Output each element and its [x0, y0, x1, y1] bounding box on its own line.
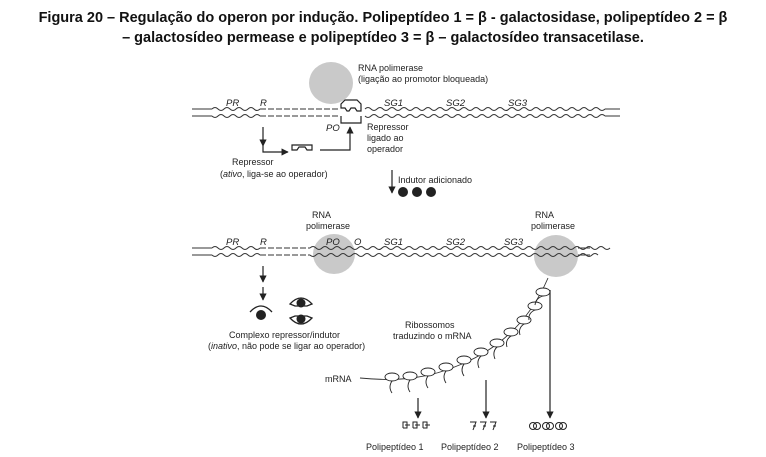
gene-sg2-label-bottom: SG2	[446, 237, 466, 248]
ribosomes-label: Ribossomos	[405, 320, 455, 330]
repressor-bound-label-2: ligado ao	[367, 133, 404, 143]
inducer-label: Indutor adicionado	[398, 175, 473, 185]
polypeptide-1-icon	[403, 422, 430, 428]
gene-sg3-label: SG3	[508, 98, 528, 109]
rna-polymerase-blocked	[309, 62, 353, 104]
ribosomes-label-2: traduzindo o mRNA	[393, 331, 472, 341]
gene-pr-label-bottom: PR	[226, 237, 240, 248]
complex-note: (inativo, não pode se ligar ao operador)	[208, 341, 366, 351]
polypeptide-2-icon	[470, 422, 496, 430]
arrow-to-repressor	[263, 146, 288, 152]
inducer-molecule-1	[398, 187, 408, 197]
repressor-bound-label: Repressor	[367, 122, 409, 132]
rna-polymerase-left-label: RNA	[312, 210, 332, 220]
rna-polymerase-label: RNA polimerase	[358, 63, 424, 73]
polypeptide-3-label: Polipeptídeo 3	[517, 442, 575, 452]
rna-polymerase-right-label-2: polimerase	[531, 221, 576, 231]
polypeptide-3-icon	[530, 423, 567, 430]
repressor-note: (ativo, liga-se ao operador)	[220, 169, 328, 179]
repressor-bound-shape	[341, 100, 361, 111]
gene-sg1-label: SG1	[384, 98, 404, 109]
repressor-bound-label-3: operador	[367, 144, 404, 154]
polypeptide-2-label: Polipeptídeo 2	[441, 442, 499, 452]
repressor-inducer-complex-1	[250, 306, 272, 320]
inducer-molecule-3	[426, 187, 436, 197]
repressor-label: Repressor	[232, 157, 274, 167]
gene-r-label-bottom: R	[260, 237, 267, 248]
gene-sg1-label-bottom: SG1	[384, 237, 404, 248]
operator-label-bottom: O	[354, 237, 362, 248]
dna-strand-top	[192, 108, 620, 118]
complex-label: Complexo repressor/indutor	[229, 330, 341, 340]
rna-polymerase-left-label-2: polimerase	[306, 221, 351, 231]
caption-line-1: Figura 20 – Regulação do operon por indução. Polipeptídeo 1 = β - galactosidase, polipeptídeo 2 = β	[38, 10, 728, 26]
promoter-label-bottom: PO	[326, 237, 340, 248]
gene-r-label: R	[260, 98, 267, 109]
repressor-inducer-complex-2	[290, 298, 312, 324]
rna-polymerase-note: (ligação ao promotor bloqueada)	[358, 74, 489, 84]
gene-pr-label: PR	[226, 98, 240, 109]
rna-polymerase-right-label: RNA	[535, 210, 555, 220]
gene-sg3-label-bottom: SG3	[504, 237, 524, 248]
promoter-operator-label: PO	[326, 123, 340, 134]
mrna-label: mRNA	[325, 374, 352, 384]
repressor-shape	[292, 145, 312, 150]
gene-sg2-label: SG2	[446, 98, 466, 109]
inducer-molecule-2	[412, 187, 422, 197]
polypeptide-1-label: Polipeptídeo 1	[366, 442, 424, 452]
caption-line-2: – galactosídeo permease e polipeptídeo 3 = β – galactosídeo transacetilase.	[122, 30, 644, 46]
